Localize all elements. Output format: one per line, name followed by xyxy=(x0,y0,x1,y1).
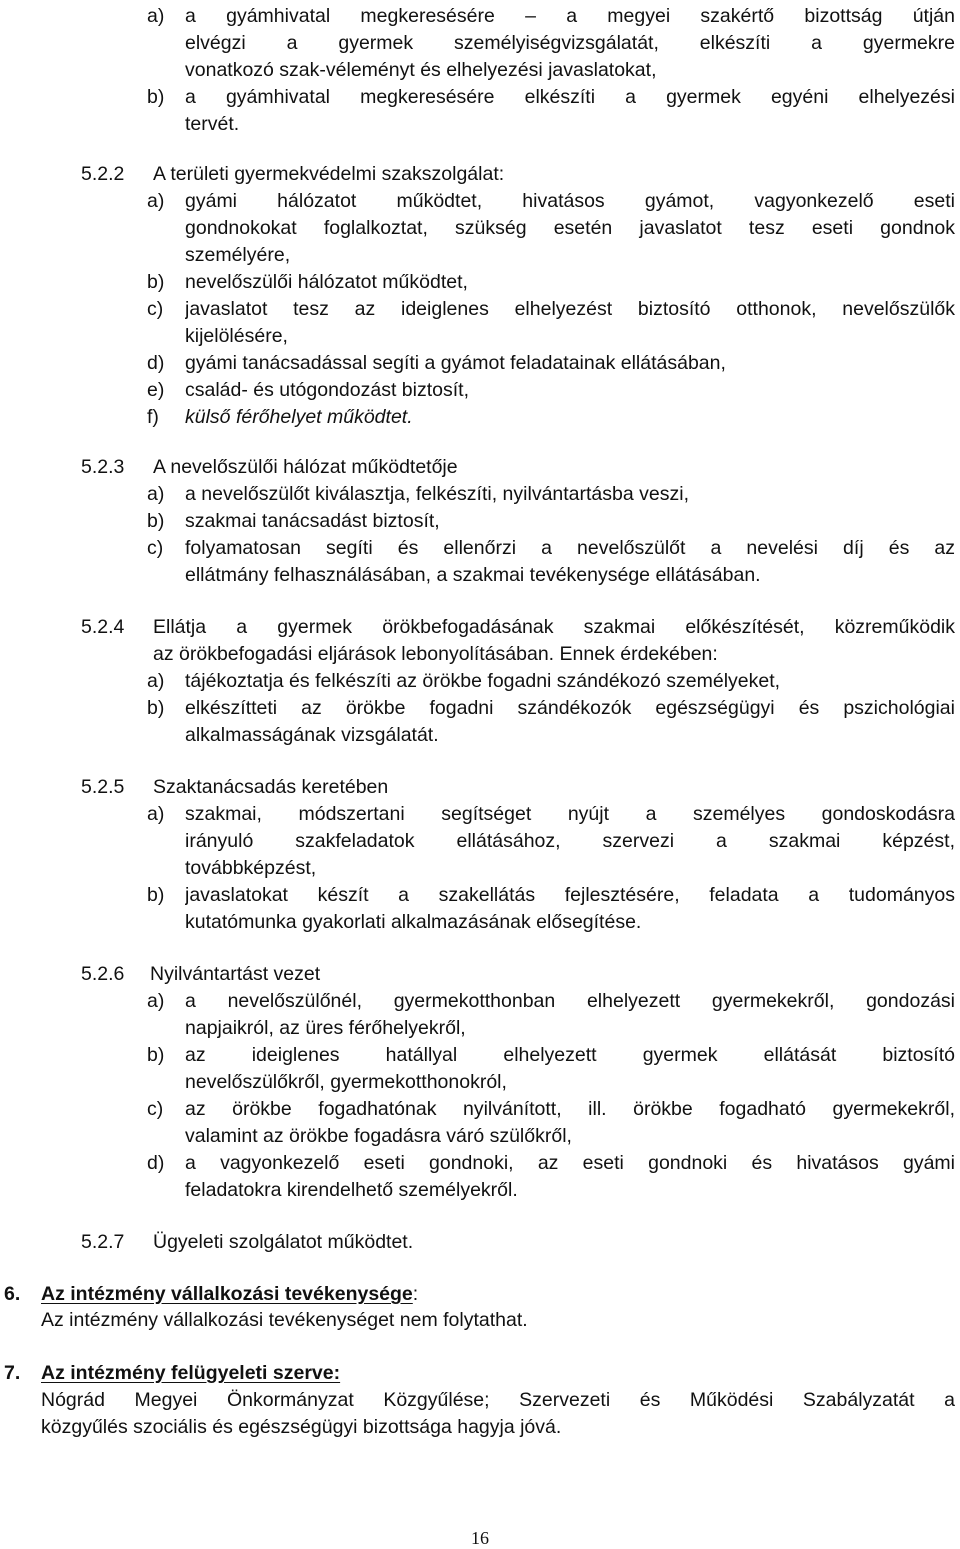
section-number: 5.2.6 xyxy=(81,963,125,985)
section-title: Szaktanácsadás keretében xyxy=(153,776,389,798)
chapter-text: közgyűlés szociális és egészségügyi bizottsága hagyja jóvá. xyxy=(41,1416,562,1438)
list-item-line: továbbképzést, xyxy=(185,857,317,879)
list-marker: a) xyxy=(147,990,165,1012)
list-item-line: a gyámhivatal megkeresésére – a megyei szakértő bizottság útján xyxy=(185,5,955,27)
list-item-line: tervét. xyxy=(185,113,240,135)
list-item-line: a vagyonkezelő eseti gondnoki, az eseti gondnoki és hivatásos gyámi xyxy=(185,1152,955,1174)
list-marker: a) xyxy=(147,190,165,212)
list-item-line: feladatokra kirendelhető személyekről. xyxy=(185,1179,518,1201)
list-item-line: irányuló szakfeladatok ellátásához, szervezi a szakmai képzést, xyxy=(185,830,955,852)
section-title: A területi gyermekvédelmi szakszolgálat: xyxy=(153,163,505,185)
chapter-text: Nógrád Megyei Önkormányzat Közgyűlése; Szervezeti és Működési Szabályzatát a xyxy=(41,1389,955,1411)
list-item-line: vonatkozó szak-véleményt és elhelyezési javaslatokat, xyxy=(185,59,657,81)
list-marker: b) xyxy=(147,1044,165,1066)
list-item-line: kutatómunka gyakorlati alkalmazásának elősegítése. xyxy=(185,911,642,933)
list-item-line: személyére, xyxy=(185,244,291,266)
list-marker: a) xyxy=(147,5,165,27)
list-marker: f) xyxy=(147,406,159,428)
list-item-line: szakmai, módszertani segítséget nyújt a személyes gondoskodásra xyxy=(185,803,955,825)
section-number: 5.2.7 xyxy=(81,1231,125,1253)
section-title: Ügyeleti szolgálatot működtet. xyxy=(153,1231,414,1253)
chapter-number: 6. xyxy=(4,1283,21,1305)
list-marker: a) xyxy=(147,483,165,505)
list-item-line: gyámi hálózatot működtet, hivatásos gyámot, vagyonkezelő eseti xyxy=(185,190,955,212)
section-number: 5.2.3 xyxy=(81,456,125,478)
list-item-line: az örökbe fogadhatónak nyilvánított, ill. örökbe fogadható gyermekekről, xyxy=(185,1098,955,1120)
list-item-line: külső férőhelyet működtet. xyxy=(185,406,413,428)
section-title: Nyilvántartást vezet xyxy=(150,963,321,985)
chapter-heading xyxy=(41,1281,418,1307)
list-marker: a) xyxy=(147,803,165,825)
list-marker: b) xyxy=(147,510,165,532)
chapter-number: 7. xyxy=(4,1362,21,1384)
list-item-line: nevelőszülőkről, gyermekotthonokról, xyxy=(185,1071,507,1093)
list-item-line: szakmai tanácsadást biztosít, xyxy=(185,510,440,532)
list-marker: d) xyxy=(147,1152,165,1174)
section-number: 5.2.2 xyxy=(81,163,125,185)
list-item-line: a nevelőszülőt kiválasztja, felkészíti, nyilvántartásba veszi, xyxy=(185,483,689,505)
list-marker: a) xyxy=(147,670,165,692)
section-title: az örökbefogadási eljárások lebonyolításában. Ennek érdekében: xyxy=(153,643,718,665)
list-marker: b) xyxy=(147,697,165,719)
section-title: A nevelőszülői hálózat működtetője xyxy=(153,456,458,478)
list-item-line: alkalmasságának vizsgálatát. xyxy=(185,724,439,746)
list-marker: c) xyxy=(147,298,164,320)
list-marker: c) xyxy=(147,537,164,559)
chapter-heading-text: Az intézmény vállalkozási tevékenysége xyxy=(41,1283,413,1305)
chapter-heading: Az intézmény felügyeleti szerve: xyxy=(41,1362,341,1384)
list-item-line: ellátmány felhasználásában, a szakmai tevékenysége ellátásában. xyxy=(185,564,761,586)
list-item-line: az ideiglenes hatállyal elhelyezett gyermek ellátását biztosító xyxy=(185,1044,955,1066)
list-item-line: család- és utógondozást biztosít, xyxy=(185,379,469,401)
list-item-line: napjaikról, az üres férőhelyekről, xyxy=(185,1017,466,1039)
section-number: 5.2.4 xyxy=(81,616,125,638)
list-item-line: folyamatosan segíti és ellenőrzi a nevelőszülőt a nevelési díj és az xyxy=(185,537,955,559)
list-item-line: gyámi tanácsadással segíti a gyámot feladatainak ellátásában, xyxy=(185,352,726,374)
list-marker: c) xyxy=(147,1098,164,1120)
chapter-heading-colon: : xyxy=(412,1283,419,1305)
list-marker: b) xyxy=(147,86,165,108)
page-number: 16 xyxy=(471,1528,489,1548)
list-item-line: gondnokokat foglalkoztat, szükség esetén javaslatot tesz eseti gondnok xyxy=(185,217,955,239)
list-marker: d) xyxy=(147,352,165,374)
list-marker: b) xyxy=(147,271,165,293)
chapter-text: Az intézmény vállalkozási tevékenységet nem folytathat. xyxy=(41,1309,528,1331)
section-number: 5.2.5 xyxy=(81,776,125,798)
list-item-line: javaslatokat készít a szakellátás fejlesztésére, feladata a tudományos xyxy=(185,884,955,906)
list-item-line: kijelölésére, xyxy=(185,325,288,347)
list-item-line: a gyámhivatal megkeresésére elkészíti a gyermek egyéni elhelyezési xyxy=(185,86,955,108)
list-item-line: a nevelőszülőnél, gyermekotthonban elhelyezett gyermekekről, gondozási xyxy=(185,990,955,1012)
list-item-line: nevelőszülői hálózatot működtet, xyxy=(185,271,468,293)
list-item-line: tájékoztatja és felkészíti az örökbe fogadni szándékozó személyeket, xyxy=(185,670,781,692)
list-item-line: javaslatot tesz az ideiglenes elhelyezést biztosító otthonok, nevelőszülők xyxy=(185,298,955,320)
list-item-line: valamint az örökbe fogadásra váró szülőkről, xyxy=(185,1125,572,1147)
list-item-line: elvégzi a gyermek személyiségvizsgálatát, elkészíti a gyermekre xyxy=(185,32,955,54)
section-title: Ellátja a gyermek örökbefogadásának szakmai előkészítését, közreműködik xyxy=(153,616,955,638)
list-item-line: elkészítteti az örökbe fogadni szándékozók egészségügyi és pszichológiai xyxy=(185,697,955,719)
list-marker: b) xyxy=(147,884,165,906)
list-marker: e) xyxy=(147,379,165,401)
